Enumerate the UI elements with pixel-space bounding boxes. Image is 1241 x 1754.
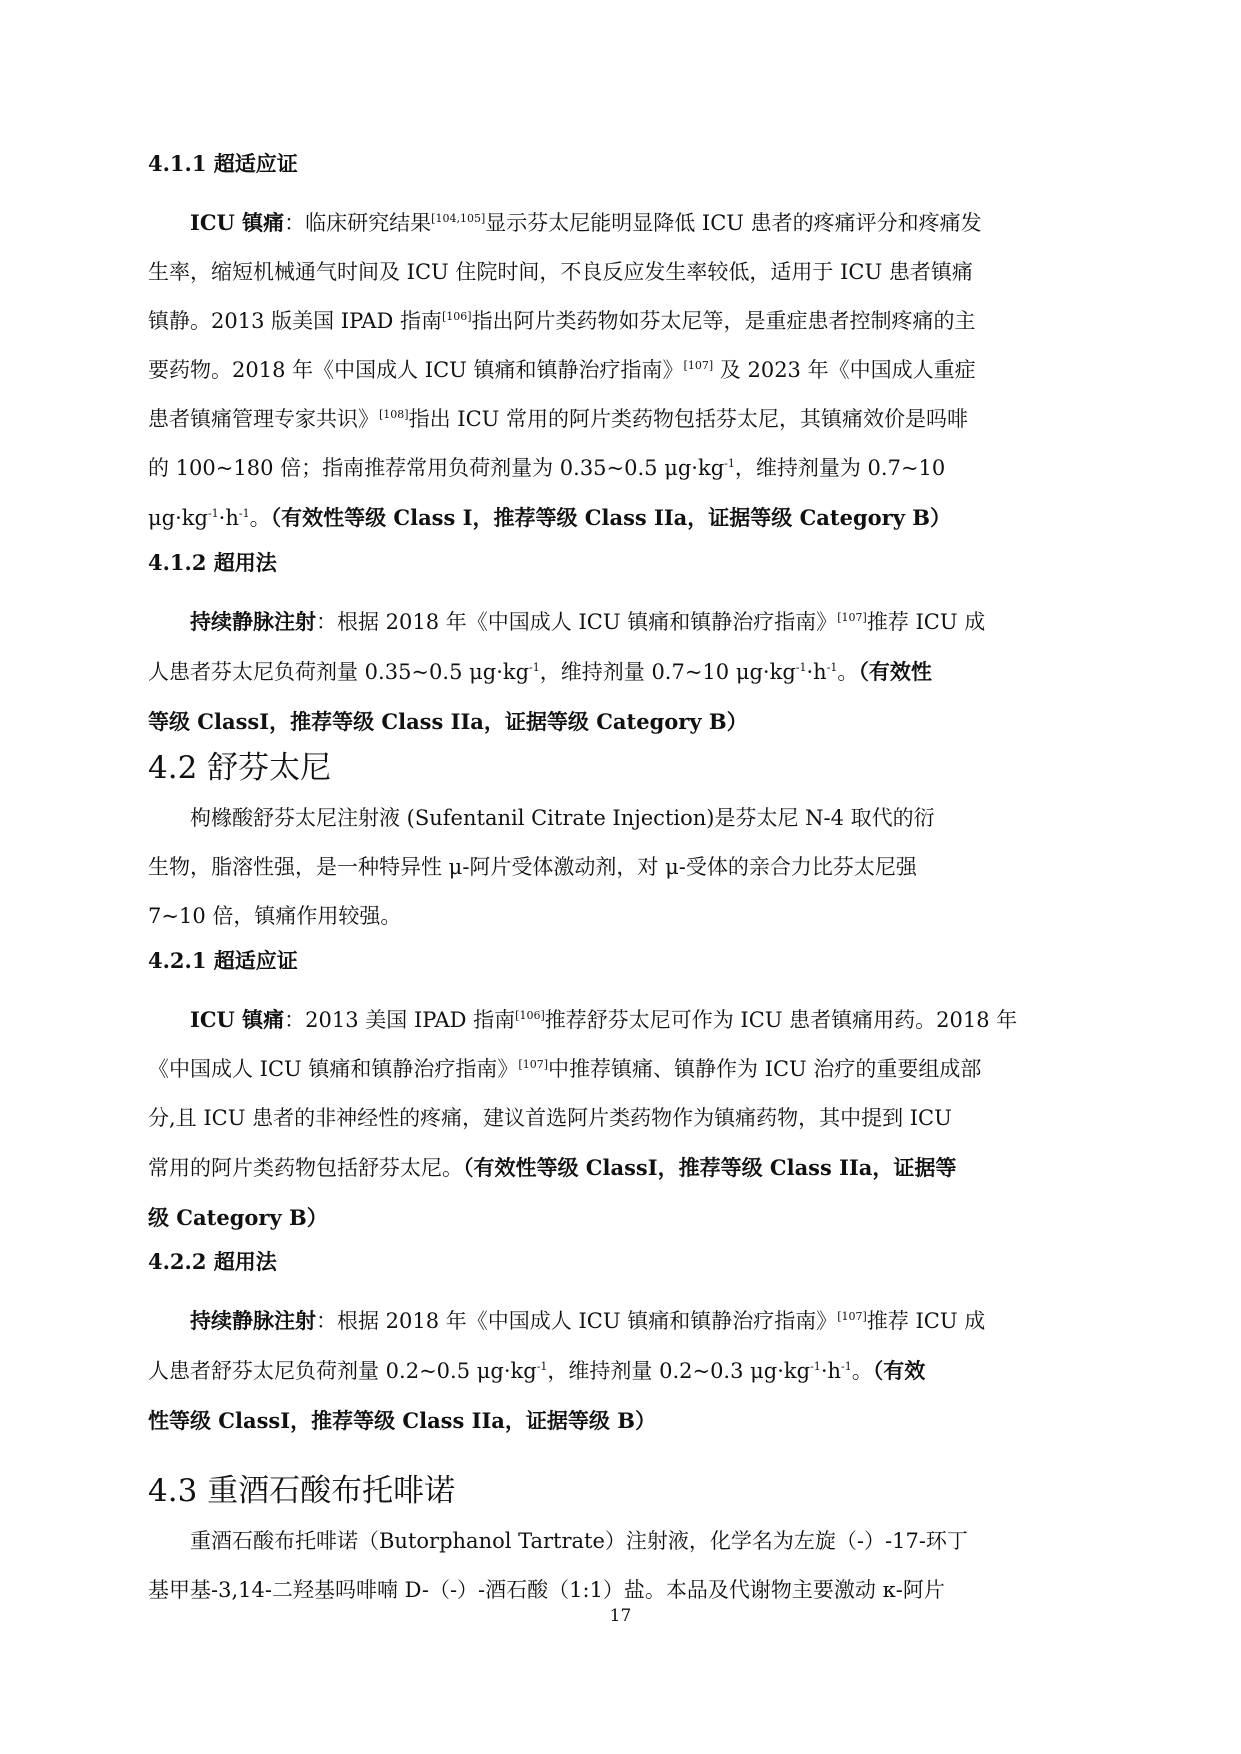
evidence-grade: （有效性 bbox=[858, 659, 932, 684]
evidence-grade: （有效 bbox=[872, 1358, 926, 1383]
evidence-grade-line: 等级 ClassI，推荐等级 Class IIa，证据等级 Category B） bbox=[148, 709, 748, 734]
heading-4-2: 4.2 舒芬太尼 bbox=[148, 750, 332, 786]
text-run: 及 2023 年《中国成人重症 bbox=[713, 358, 976, 382]
text-run: ：2013 美国 IPAD 指南 bbox=[284, 1008, 516, 1032]
text-run: ，维持剂量 0.7~10 μg·kg bbox=[539, 660, 796, 684]
text-line: 分,且 ICU 患者的非神经性的疼痛，建议首选阿片类药物作为镇痛药物，其中提到 ICU bbox=[148, 1106, 952, 1130]
text-run: 要药物。2018 年《中国成人 ICU 镇痛和镇静治疗指南》 bbox=[148, 358, 684, 382]
text-run: ·h bbox=[806, 660, 827, 684]
text-line bbox=[148, 444, 1096, 493]
text-line bbox=[148, 493, 1096, 543]
superscript: -1 bbox=[826, 661, 838, 674]
citation: [108] bbox=[379, 408, 409, 421]
evidence-grade: （有效性等级 ClassI，推荐等级 Class IIa，证据等 bbox=[463, 1155, 957, 1180]
text-run: 患者镇痛管理专家共识》 bbox=[148, 407, 379, 431]
heading-4-1-1: 4.1.1 超适应证 bbox=[148, 151, 298, 176]
citation: [107] bbox=[837, 1310, 867, 1323]
evidence-grade-line: 级 Category B） bbox=[148, 1205, 328, 1230]
text-line: 7~10 倍，镇痛作用较强。 bbox=[148, 904, 402, 928]
text-run: ，维持剂量 0.2~0.3 μg·kg bbox=[547, 1359, 811, 1383]
superscript: -1 bbox=[810, 1360, 821, 1373]
paragraph-sufentanil-icu-analgesia bbox=[148, 995, 1096, 1242]
superscript: -1 bbox=[207, 507, 219, 520]
text-run: 镇静。2013 版美国 IPAD 指南 bbox=[148, 309, 442, 333]
text-run: 推荐 ICU 成 bbox=[866, 1309, 986, 1333]
text-run: ·h bbox=[820, 1359, 842, 1383]
text-run: 指出阿片类药物如芬太尼等，是重症患者控制疼痛的主 bbox=[471, 309, 976, 333]
page-number: 17 bbox=[609, 1606, 632, 1626]
superscript: -1 bbox=[795, 661, 807, 674]
text-run: 指出 ICU 常用的阿片类药物包括芬太尼，其镇痛效价是吗啡 bbox=[408, 407, 969, 431]
text-run: 人患者芬太尼负荷剂量 0.35~0.5 μg·kg bbox=[148, 660, 530, 684]
text-line bbox=[148, 198, 1096, 248]
citation: [106] bbox=[441, 310, 472, 323]
term-icu-analgesia: ICU 镇痛 bbox=[190, 1007, 285, 1032]
evidence-grade: （有效性等级 Class I，推荐等级 Class IIa，证据等级 Category B） bbox=[270, 505, 951, 530]
paragraph-sufentanil-intro bbox=[148, 794, 1096, 941]
document-page bbox=[148, 150, 1096, 1615]
text-line: 生率，缩短机械通气时间及 ICU 住院时间，不良反应发生率较低，适用于 ICU 患者镇痛 bbox=[148, 260, 973, 284]
heading-4-2-1: 4.2.1 超适应证 bbox=[148, 948, 298, 973]
paragraph-sufentanil-iv-infusion bbox=[148, 1296, 1096, 1445]
superscript: -1 bbox=[841, 1360, 852, 1373]
text-run: 显示芬太尼能明显降低 ICU 患者的疼痛评分和疼痛发 bbox=[485, 211, 982, 235]
superscript: -1 bbox=[536, 1360, 548, 1373]
text-run: ·h bbox=[218, 506, 239, 530]
citation: [107] bbox=[837, 611, 867, 624]
paragraph-fentanyl-iv-infusion bbox=[148, 597, 1096, 746]
text-run: 中推荐镇痛、镇静作为 ICU 治疗的重要组成部 bbox=[548, 1057, 982, 1081]
evidence-grade-line: 性等级 ClassI，推荐等级 Class IIa，证据等级 B） bbox=[148, 1408, 656, 1433]
text-run: 。 bbox=[851, 1359, 873, 1383]
text-line bbox=[148, 1045, 1096, 1094]
text-run: 推荐 ICU 成 bbox=[866, 610, 986, 634]
text-line bbox=[148, 647, 1096, 697]
text-line bbox=[148, 297, 1096, 346]
heading-4-1-2: 4.1.2 超用法 bbox=[148, 550, 277, 575]
text-line bbox=[148, 346, 1096, 395]
text-line bbox=[148, 1143, 1096, 1193]
text-run: ，维持剂量为 0.7~10 bbox=[734, 456, 946, 480]
heading-4-2-2: 4.2.2 超用法 bbox=[148, 1249, 277, 1274]
term-continuous-iv: 持续静脉注射 bbox=[190, 609, 316, 634]
text-line bbox=[148, 597, 1096, 647]
paragraph-butorphanol-intro bbox=[148, 1517, 1096, 1615]
superscript: -1 bbox=[238, 507, 250, 520]
text-line bbox=[148, 995, 1096, 1045]
text-run: 人患者舒芬太尼负荷剂量 0.2~0.5 μg·kg bbox=[148, 1359, 537, 1383]
text-line: 枸橼酸舒芬太尼注射液 (Sufentanil Citrate Injection)是芬太尼 N-4 取代的衍 bbox=[190, 806, 935, 830]
citation: [106] bbox=[515, 1009, 545, 1022]
text-run: ：根据 2018 年《中国成人 ICU 镇痛和镇静治疗指南》 bbox=[316, 610, 838, 634]
citation: [107] bbox=[518, 1058, 549, 1071]
text-line: 重酒石酸布托啡诺（Butorphanol Tartrate）注射液，化学名为左旋（-）-17-环丁 bbox=[190, 1529, 968, 1553]
text-line bbox=[148, 395, 1096, 444]
text-run: 。 bbox=[249, 506, 271, 530]
text-run: 常用的阿片类药物包括舒芬太尼。 bbox=[148, 1156, 463, 1180]
text-line: 生物，脂溶性强，是一种特异性 μ-阿片受体激动剂，对 μ-受体的亲合力比芬太尼强 bbox=[148, 855, 917, 879]
superscript: -1 bbox=[529, 661, 540, 674]
term-continuous-iv: 持续静脉注射 bbox=[190, 1308, 316, 1333]
heading-4-3: 4.3 重酒石酸布托啡诺 bbox=[148, 1473, 456, 1509]
text-run: 《中国成人 ICU 镇痛和镇静治疗指南》 bbox=[148, 1057, 519, 1081]
term-icu-analgesia: ICU 镇痛 bbox=[190, 210, 285, 235]
text-line: 基甲基-3,14-二羟基吗啡喃 D-（-）-酒石酸（1:1）盐。本品及代谢物主要激动 κ-阿片 bbox=[148, 1578, 945, 1602]
text-run: μg·kg bbox=[148, 506, 208, 530]
text-run: ：根据 2018 年《中国成人 ICU 镇痛和镇静治疗指南》 bbox=[316, 1309, 838, 1333]
text-run: ：临床研究结果 bbox=[284, 211, 432, 235]
superscript: -1 bbox=[724, 457, 735, 470]
text-run: 的 100~180 倍；指南推荐常用负荷剂量为 0.35~0.5 μg·kg bbox=[148, 456, 725, 480]
text-run: 。 bbox=[837, 660, 859, 684]
text-run: 推荐舒芬太尼可作为 ICU 患者镇痛用药。2018 年 bbox=[544, 1008, 1018, 1032]
citation: [104,105] bbox=[431, 212, 486, 225]
text-line bbox=[148, 1346, 1096, 1396]
citation: [107] bbox=[683, 359, 714, 372]
paragraph-fentanyl-icu-analgesia bbox=[148, 198, 1096, 543]
text-line bbox=[148, 1296, 1096, 1346]
